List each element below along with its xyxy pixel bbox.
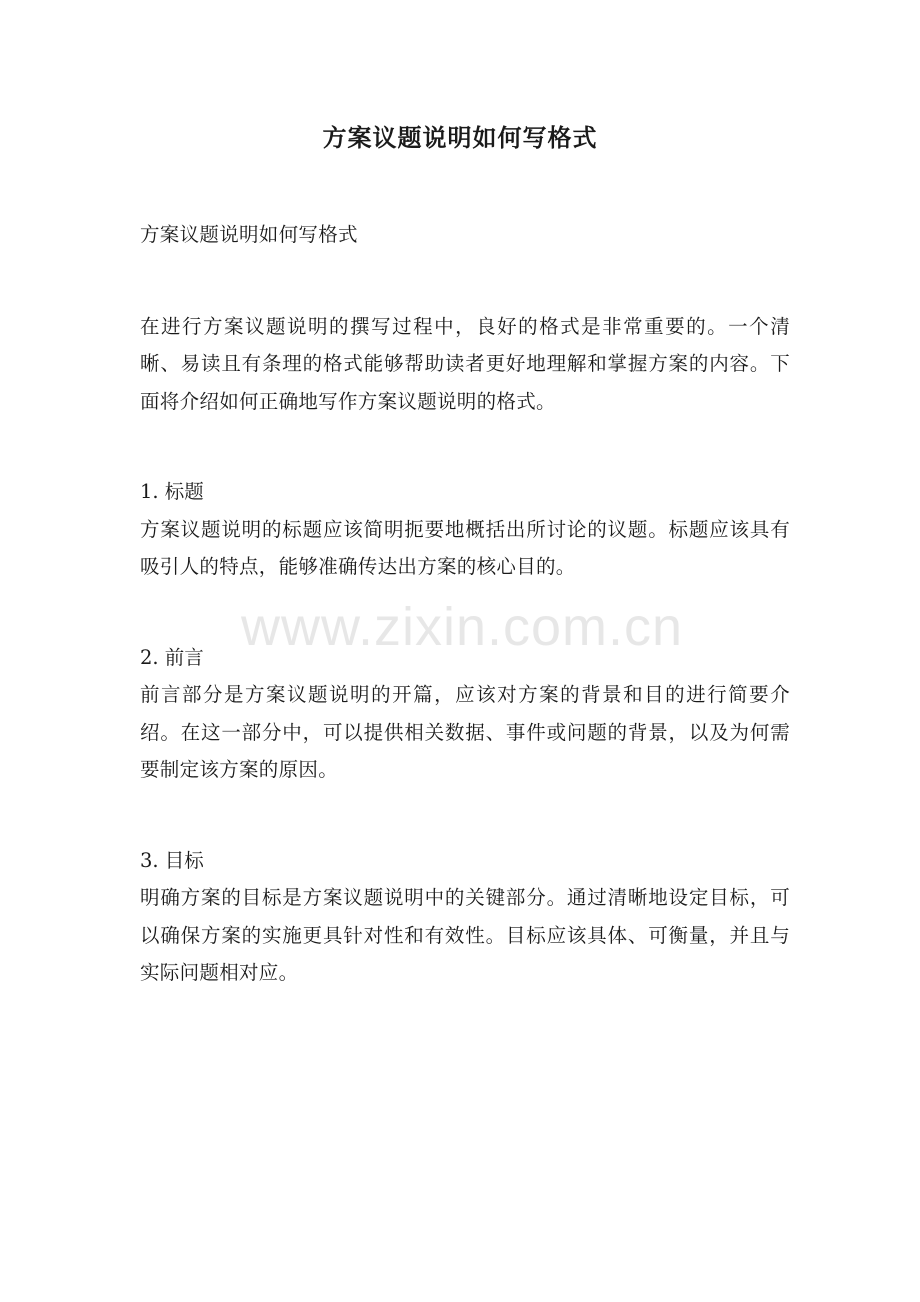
section-body: 前言部分是方案议题说明的开篇，应该对方案的背景和目的进行简要介绍。在这一部分中，可以提供相关数据、事件或问题的背景，以及为何需要制定该方案的原因。	[140, 683, 790, 781]
section-body: 方案议题说明的标题应该简明扼要地概括出所讨论的议题。标题应该具有吸引人的特点，能够准确传达出方案的核心目的。	[140, 517, 790, 578]
document-subtitle: 方案议题说明如何写格式	[140, 223, 358, 246]
section-heading: 3. 目标	[140, 848, 204, 872]
intro-paragraph: 在进行方案议题说明的撰写过程中，良好的格式是非常重要的。一个清晰、易读且有条理的格式能够帮助读者更好地理解和掌握方案的内容。下面将介绍如何正确地写作方案议题说明的格式。	[140, 314, 790, 413]
section-body: 明确方案的目标是方案议题说明中的关键部分。通过清晰地设定目标，可以确保方案的实施更具针对性和有效性。目标应该具体、可衡量，并且与实际问题相对应。	[140, 886, 790, 984]
section-2	[140, 639, 790, 789]
document-body	[140, 216, 790, 1045]
section-heading: 2. 前言	[140, 645, 204, 669]
section-heading: 1. 标题	[140, 480, 204, 503]
watermark: www.zixin.com.cn	[240, 597, 684, 657]
section-1	[140, 473, 790, 586]
section-3	[140, 842, 790, 992]
document-title: 方案议题说明如何写格式	[322, 123, 598, 152]
